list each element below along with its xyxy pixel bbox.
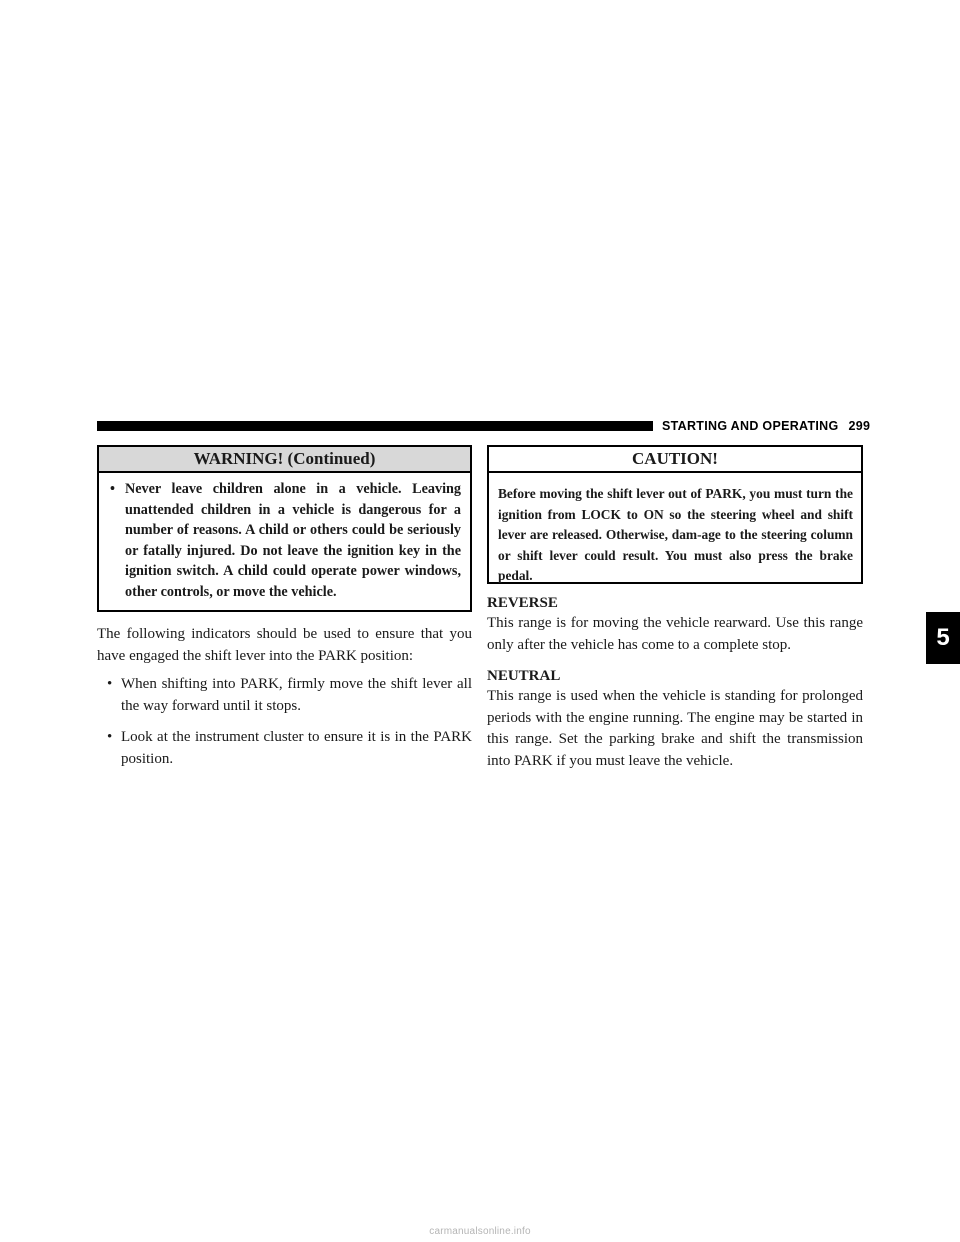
- right-column: [487, 594, 863, 783]
- page-number: 299: [848, 419, 871, 433]
- warning-item-text: Never leave children alone in a vehicle. Leaving unattended children in a vehicle is dangerous for a number of reasons. A child or others could be seriously or fatally injured. Do not leave the ignition key in the ignition switch. A child could operate power windows, other controls, or move the vehicle.: [125, 481, 461, 600]
- indicators-list: [97, 674, 472, 770]
- section-neutral: [487, 667, 863, 772]
- bullet-icon: •: [107, 729, 113, 745]
- running-header: [662, 418, 870, 434]
- caution-box: [487, 445, 863, 584]
- chapter-tab: 5: [926, 612, 960, 664]
- indicators-intro: The following indicators should be used to ensure that you have engaged the shift lever into the PARK position:: [97, 626, 472, 664]
- section-title: STARTING AND OPERATING: [662, 419, 839, 433]
- list-item: [107, 674, 472, 717]
- list-item: [107, 727, 472, 770]
- warning-box: [97, 445, 472, 612]
- list-item-text: When shifting into PARK, firmly move the shift lever all the way forward until it stops.: [121, 676, 472, 714]
- watermark: carmanualsonline.info: [429, 1226, 531, 1237]
- left-column: [97, 624, 472, 780]
- warning-title: WARNING! (Continued): [99, 447, 470, 473]
- section-heading: NEUTRAL: [487, 668, 561, 684]
- section-reverse: [487, 594, 863, 656]
- bullet-icon: •: [110, 481, 115, 497]
- list-item-text: Look at the instrument cluster to ensure it is in the PARK position.: [121, 729, 472, 767]
- caution-text: Before moving the shift lever out of PARK, you must turn the ignition from LOCK to ON so the steering wheel and shift lever are released. Otherwise, dam-age to the steering column or shift lever could result. You must also press the brake pedal.: [498, 486, 853, 584]
- header-rule: [97, 421, 653, 431]
- bullet-icon: •: [107, 676, 113, 692]
- warning-list: [99, 473, 470, 603]
- warning-item: [110, 479, 461, 603]
- section-text: This range is used when the vehicle is standing for prolonged periods with the engine running. The engine may be started in this range. Set the parking brake and shift the transmission into PARK if you must leave the vehicle.: [487, 688, 863, 769]
- caution-title: CAUTION!: [489, 447, 861, 473]
- section-text: This range is for moving the vehicle rearward. Use this range only after the vehicle has come to a complete stop.: [487, 615, 863, 653]
- section-heading: REVERSE: [487, 595, 558, 611]
